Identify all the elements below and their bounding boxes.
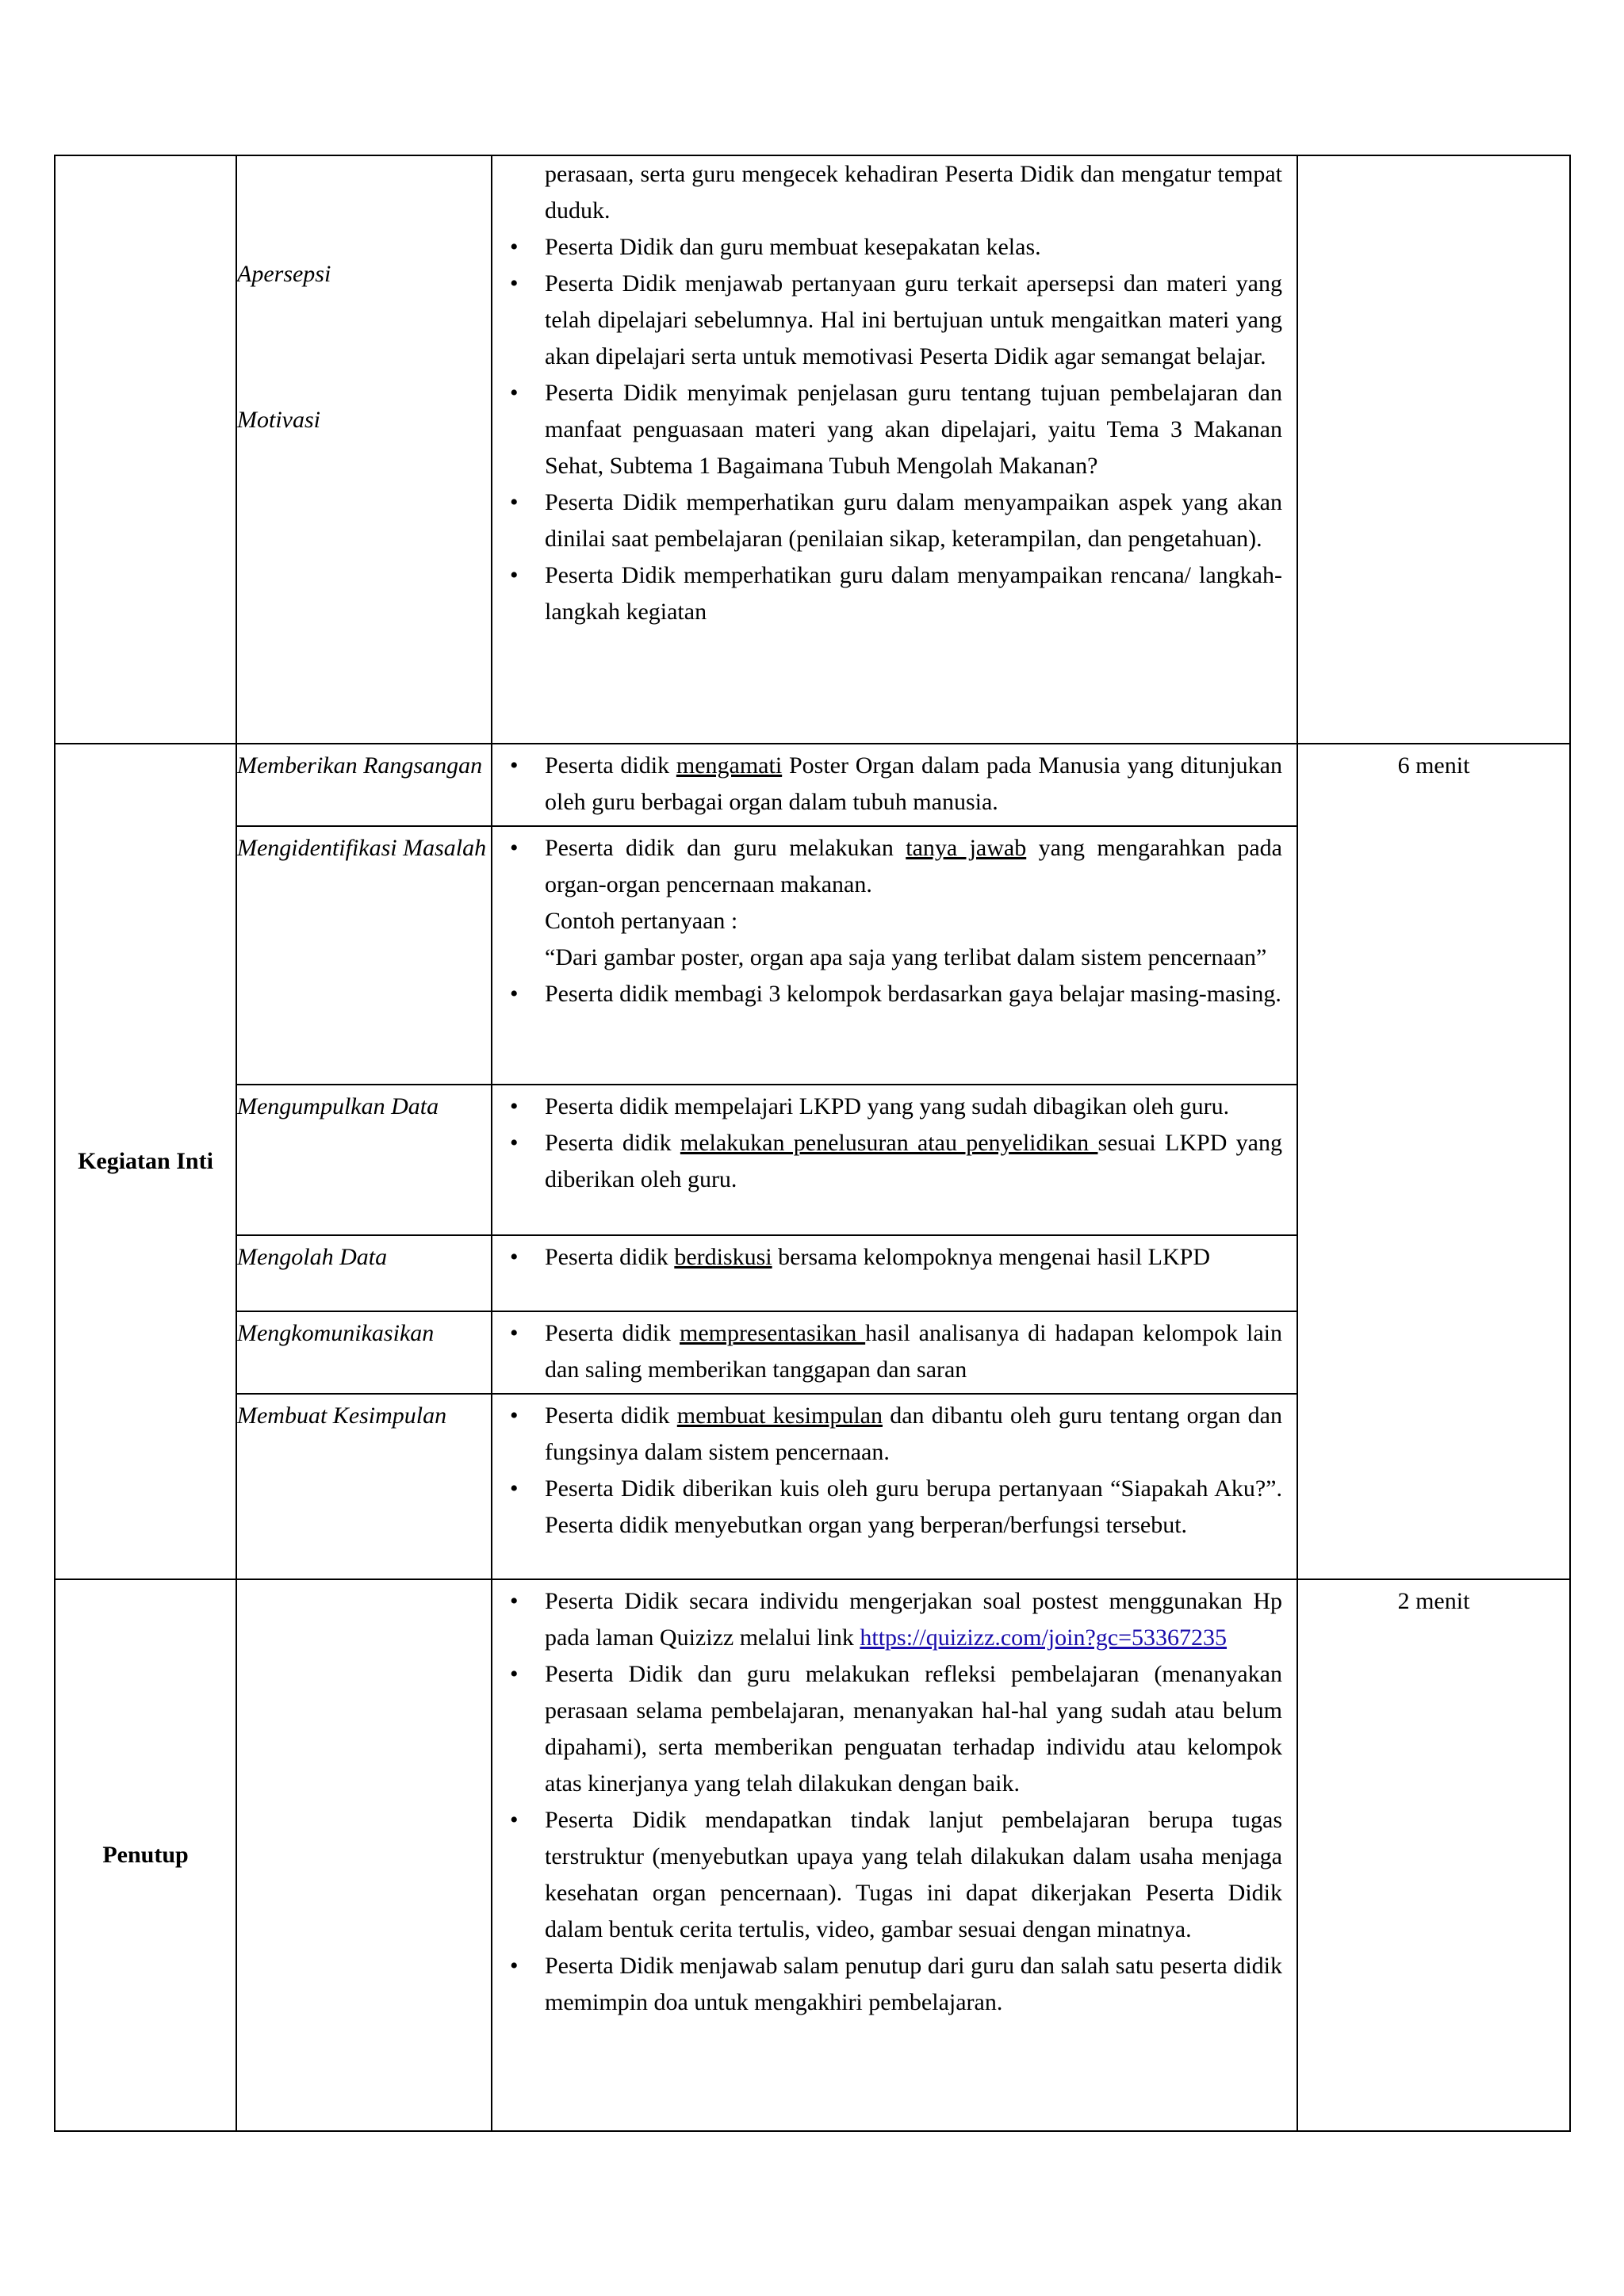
activity-item: • Peserta didik mengamati Poster Organ dalam pada Manusia yang ditunjukan oleh guru berbagai organ dalam tubuh manusia.	[492, 748, 1282, 821]
example-question: “Dari gambar poster, organ apa saja yang terlibat dalam sistem pencernaan”	[545, 944, 1267, 970]
phase-kegiatan-inti: Kegiatan Inti	[55, 744, 236, 1579]
row-penutup	[55, 1579, 1570, 2131]
activity-item: • Peserta Didik memperhatikan guru dalam menyampaikan aspek yang akan dinilai saat pembelajaran (penilaian sikap, keterampilan, dan pengetahuan).	[492, 484, 1282, 557]
stage-apersepsi: Apersepsi	[237, 261, 331, 287]
activity-item: • Peserta didik mempelajari LKPD yang yang sudah dibagikan oleh guru.	[492, 1089, 1282, 1125]
activity-item: • Peserta Didik menyimak penjelasan guru tentang tujuan pembelajaran dan manfaat penguasaan materi yang akan dipelajari, yaitu Tema 3 Makanan Sehat, Subtema 1 Bagaimana Tubuh Mengolah Makanan?	[492, 375, 1282, 484]
activity-cell	[492, 1311, 1297, 1394]
duration-inti: 6 menit	[1297, 744, 1570, 1579]
row-inti-rangsangan	[55, 744, 1570, 826]
stage-mengkomunikasikan: Mengkomunikasikan	[236, 1311, 492, 1394]
activity-item: • Peserta didik mempresentasikan hasil analisanya di hadapan kelompok lain dan saling memberikan tanggapan dan saran	[492, 1315, 1282, 1388]
stage-motivasi: Motivasi	[237, 407, 320, 433]
lesson-activities-table	[54, 155, 1571, 2132]
example-label: Contoh pertanyaan :	[545, 908, 738, 934]
stage-mengumpulkan-data: Mengumpulkan Data	[236, 1085, 492, 1235]
activity-item: • Peserta Didik secara individu mengerjakan soal postest menggunakan Hp pada laman Quizizz melalui link https://quizizz.com/join?gc=53367235	[492, 1583, 1282, 1656]
activity-cell	[492, 1235, 1297, 1311]
activity-item: • Peserta didik membagi 3 kelompok berdasarkan gaya belajar masing-masing.	[492, 976, 1282, 1012]
activity-item: • Peserta didik membuat kesimpulan dan dibantu oleh guru tentang organ dan fungsinya dalam sistem pencernaan.	[492, 1398, 1282, 1471]
row-pendahuluan	[55, 155, 1570, 744]
activity-cell	[492, 1085, 1297, 1235]
activity-cell	[492, 744, 1297, 826]
stage-mengidentifikasi-masalah: Mengidentifikasi Masalah	[236, 826, 492, 1085]
activity-item: • Peserta didik dan guru melakukan tanya jawab yang mengarahkan pada organ-organ pencernaan makanan. Contoh pertanyaan : “Dari gambar poster, organ apa saja yang terlibat dalam sistem pencernaan”	[492, 830, 1282, 976]
activity-item: • Peserta Didik memperhatikan guru dalam menyampaikan rencana/ langkah-langkah kegiatan	[492, 557, 1282, 630]
phase-cell-empty	[55, 155, 236, 744]
activity-cell	[492, 1579, 1297, 2131]
activity-cell	[492, 1394, 1297, 1579]
activity-cell	[492, 155, 1297, 744]
stage-membuat-kesimpulan: Membuat Kesimpulan	[236, 1394, 492, 1579]
activity-item: • Peserta Didik menjawab salam penutup dari guru dan salah satu peserta didik memimpin doa untuk mengakhiri pembelajaran.	[492, 1948, 1282, 2021]
activity-item: • Peserta Didik menjawab pertanyaan guru terkait apersepsi dan materi yang telah dipelajari sebelumnya. Hal ini bertujuan untuk mengaitkan materi yang akan dipelajari serta untuk memotivasi Peserta Didik agar semangat belajar.	[492, 266, 1282, 375]
activity-item: • Peserta didik berdiskusi bersama kelompoknya mengenai hasil LKPD	[492, 1239, 1282, 1276]
stage-memberikan-rangsangan: Memberikan Rangsangan	[236, 744, 492, 826]
activity-cell	[492, 826, 1297, 1085]
phase-penutup: Penutup	[55, 1579, 236, 2131]
activity-item: • Peserta Didik dan guru membuat kesepakatan kelas.	[492, 229, 1282, 266]
stage-cell-apersepsi-motivasi	[236, 155, 492, 744]
activity-item: perasaan, serta guru mengecek kehadiran Peserta Didik dan mengatur tempat duduk.	[545, 161, 1282, 224]
activity-item: • Peserta didik melakukan penelusuran atau penyelidikan sesuai LKPD yang diberikan oleh guru.	[492, 1125, 1282, 1198]
duration-cell-empty	[1297, 155, 1570, 744]
quizizz-link[interactable]: https://quizizz.com/join?gc=53367235	[860, 1624, 1228, 1651]
stage-cell-empty	[236, 1579, 492, 2131]
stage-mengolah-data: Mengolah Data	[236, 1235, 492, 1311]
activity-item: • Peserta Didik mendapatkan tindak lanjut pembelajaran berupa tugas terstruktur (menyebutkan upaya yang telah dilakukan dalam usaha menjaga kesehatan organ pencernaan). Tugas ini dapat dikerjakan Peserta Didik dalam bentuk cerita tertulis, video, gambar sesuai dengan minatnya.	[492, 1802, 1282, 1948]
duration-penutup: 2 menit	[1297, 1579, 1570, 2131]
activity-item: • Peserta Didik dan guru melakukan refleksi pembelajaran (menanyakan perasaan selama pembelajaran, menanyakan hal-hal yang sudah atau belum dipahami), serta memberikan penguatan terhadap individu atau kelompok atas kinerjanya yang telah dilakukan dengan baik.	[492, 1656, 1282, 1802]
activity-item: • Peserta Didik diberikan kuis oleh guru berupa pertanyaan “Siapakah Aku?”. Peserta didik menyebutkan organ yang berperan/berfungsi tersebut.	[492, 1471, 1282, 1544]
